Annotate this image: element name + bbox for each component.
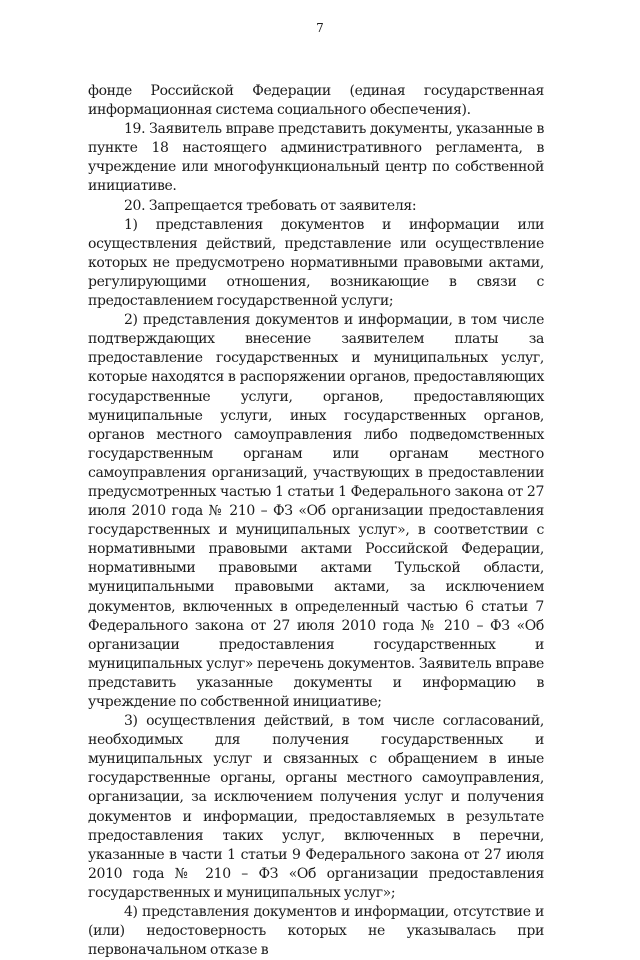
list-item-4: 4) представления документов и информации, отсутствие и (или) недостоверность которых не указывалась при первоначальном отказе в — [88, 904, 544, 959]
paragraph-20: 20. Запрещается требовать от заявителя: — [124, 197, 417, 214]
list-item-1: 1) представления документов и информации или осуществления действий, представление или осуществление которых не предусмотрено нормативными правовыми актами, регулирующими отношения, возникающие в связи с предоставлением государственной услуги; — [88, 216, 544, 310]
page-number: 7 — [316, 21, 324, 35]
paragraph-19: 19. Заявитель вправе представить документы, указанные в пункте 18 настоящего административного регламента, в учреждение или многофункциональный центр по собственной инициативе. — [88, 121, 544, 195]
paragraph-continuation: фонде Российской Федерации (единая государственная информационная система социального обеспечения). — [88, 83, 544, 119]
list-item-2: 2) представления документов и информации, в том числе подтверждающих внесение заявителем платы за предоставление государственных и муниципальных услуг, которые находятся в распоряжении органов, предоставляющих государственные услуги, органов, предоставляющих муниципальные услуги, иных государственных органов, органов местного самоуправления либо подведомственных государственным органам или органам местного самоуправления организаций, участвующих в предоставлении предусмотренных частью 1 статьи 1 Федерального закона от 27 июля 2010 года № 210 – ФЗ «Об организации предоставления государственных и муниципальных услуг», в соответствии с нормативными правовыми актами Российской Федерации, нормативными правовыми актами Тульской области, муниципальными правовыми актами, за исключением документов, включенных в определенный частью 6 статьи 7 Федерального закона от 27 июля 2010 года № 210 – ФЗ «Об организации предоставления государственных и муниципальных услуг» перечень документов. Заявитель вправе представить указанные документы и информацию в учреждение по собственной инициативе; — [88, 312, 544, 710]
list-item-3: 3) осуществления действий, в том числе согласований, необходимых для получения государственных и муниципальных услуг и связанных с обращением в иные государственные органы, органы местного самоуправления, организации, за исключением получения услуг и получения документов и информации, предоставляемых в результате предоставления таких услуг, включенных в перечни, указанные в части 1 статьи 9 Федерального закона от 27 июля 2010 года № 210 – ФЗ «Об организации предоставления государственных и муниципальных услуг»; — [88, 713, 544, 901]
document-body — [88, 82, 544, 960]
